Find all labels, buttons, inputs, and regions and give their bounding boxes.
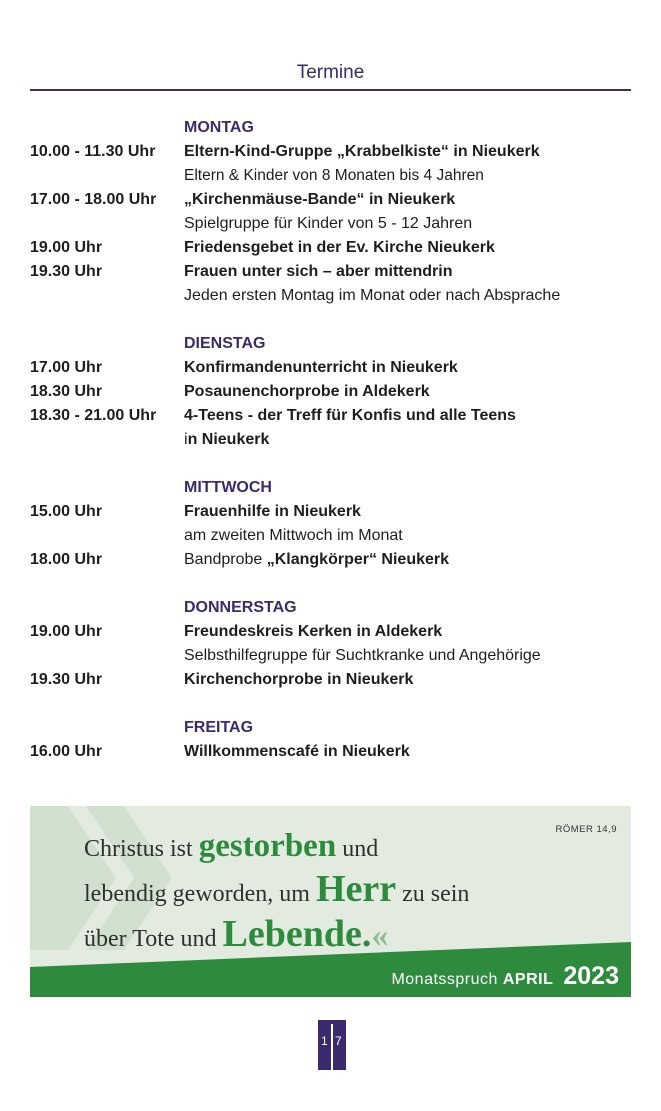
time: 19.30 Uhr xyxy=(30,671,103,688)
event-detail: Spielgruppe für Kinder von 5 - 12 Jahren xyxy=(184,215,473,232)
event-title: Freundeskreis Kerken in Aldekerk xyxy=(184,623,443,640)
page-title: Termine xyxy=(296,62,365,83)
schedule-row-detail xyxy=(30,212,640,236)
event-title-cont: n Nieukerk xyxy=(187,431,270,448)
schedule-row xyxy=(30,188,640,212)
day-heading-montag: MONTAG xyxy=(184,119,254,136)
event-title: Posaunenchorprobe in Aldekerk xyxy=(184,383,430,400)
time: 10.00 - 11.30 Uhr xyxy=(30,143,156,160)
verse-line-1: Christus ist gestorben und xyxy=(84,828,379,864)
event-title-cont-prefix: i xyxy=(184,431,188,448)
monatsspruch-banner xyxy=(30,806,631,997)
monatsspruch-label: Monatsspruch APRIL 2023 xyxy=(391,962,619,990)
time: 18.30 - 21.00 Uhr xyxy=(30,407,157,424)
time: 19.00 Uhr xyxy=(30,623,103,640)
verse-text xyxy=(84,826,604,959)
schedule-row xyxy=(30,404,640,428)
schedule-row-detail xyxy=(30,164,640,188)
event-title: Willkommenscafé in Nieukerk xyxy=(184,743,410,760)
schedule-row xyxy=(30,236,640,260)
time: 17.00 - 18.00 Uhr xyxy=(30,191,157,208)
schedule-row xyxy=(30,356,640,380)
time: 18.30 Uhr xyxy=(30,383,103,400)
event-title: Eltern-Kind-Gruppe „Krabbelkiste“ in Nieukerk xyxy=(184,143,540,160)
event-title: Kirchenchorprobe in Nieukerk xyxy=(184,671,414,688)
page-number-left: 1 xyxy=(321,1034,328,1048)
schedule-row-continuation xyxy=(30,428,640,452)
verse-line-2: lebendig geworden, um Herr zu sein xyxy=(84,868,470,910)
event-title: Konfirmandenunterricht in Nieukerk xyxy=(184,359,458,376)
day-heading-dienstag: DIENSTAG xyxy=(184,335,266,352)
page-number-right: 7 xyxy=(335,1034,342,1048)
schedule-row-detail xyxy=(30,644,640,668)
event-title: Friedensgebet in der Ev. Kirche Nieukerk xyxy=(184,239,495,256)
schedule-row xyxy=(30,500,640,524)
schedule-row xyxy=(30,548,640,572)
schedule-row xyxy=(30,668,640,692)
schedule-row xyxy=(30,740,640,764)
title-divider xyxy=(30,89,631,91)
event-title: „Klangkörper“ Nieukerk xyxy=(266,551,450,568)
bible-reference: RÖMER 14,9 xyxy=(555,824,617,835)
schedule-row-detail xyxy=(30,524,640,548)
time: 16.00 Uhr xyxy=(30,743,103,760)
event-detail: Eltern & Kinder von 8 Monaten bis 4 Jahren xyxy=(184,167,484,184)
time: 19.00 Uhr xyxy=(30,239,103,256)
schedule-row xyxy=(30,140,640,164)
event-detail: am zweiten Mittwoch im Monat xyxy=(184,527,403,544)
event-title: 4-Teens - der Treff für Konfis und alle Teens xyxy=(184,407,516,424)
event-detail: Jeden ersten Montag im Monat oder nach Absprache xyxy=(184,287,561,304)
verse-highlight: gestorben xyxy=(198,828,337,864)
month: APRIL xyxy=(502,971,554,988)
time: 19.30 Uhr xyxy=(30,263,103,280)
verse-highlight: Herr xyxy=(315,868,397,910)
time: 18.00 Uhr xyxy=(30,551,103,568)
schedule-row-detail xyxy=(30,284,640,308)
event-title: „Kirchenmäuse-Bande“ in Nieukerk xyxy=(184,191,456,208)
event-title: Frauenhilfe in Nieukerk xyxy=(184,503,361,520)
schedule-row xyxy=(30,260,640,284)
day-heading-freitag: FREITAG xyxy=(184,719,254,736)
event-title-prefix: Bandprobe xyxy=(184,551,267,568)
time: 15.00 Uhr xyxy=(30,503,103,520)
verse-highlight: Lebende. xyxy=(222,913,372,955)
schedule xyxy=(30,116,640,764)
year: 2023 xyxy=(563,962,619,990)
schedule-row xyxy=(30,380,640,404)
time: 17.00 Uhr xyxy=(30,359,103,376)
schedule-row xyxy=(30,620,640,644)
day-heading-donnerstag: DONNERSTAG xyxy=(184,599,297,616)
verse-line-3: über Tote und Lebende.« xyxy=(84,913,389,955)
event-title: Frauen unter sich – aber mittendrin xyxy=(184,263,453,280)
page-number-box xyxy=(318,1020,346,1070)
day-heading-mittwoch: MITTWOCH xyxy=(184,479,272,496)
event-detail: Selbsthilfegruppe für Suchtkranke und Angehörige xyxy=(184,647,541,664)
closing-quote-mark: « xyxy=(371,917,389,954)
